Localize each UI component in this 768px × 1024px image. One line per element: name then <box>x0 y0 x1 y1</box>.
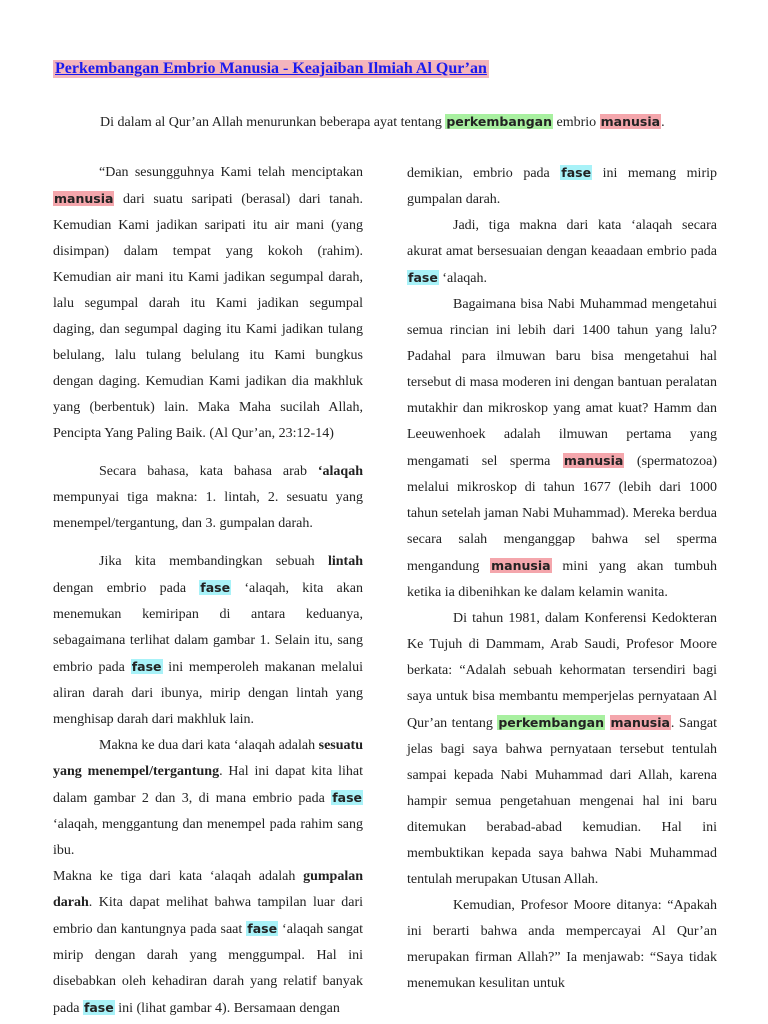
paragraph-makna-ketiga: Makna ke tiga dari kata ‘alaqah adalah gumpalan darah. Kita dapat melihat bahwa tampilan luar dari embrio dan kantungnya pada saat fase ‘alaqah sangat mirip dengan darah yang menggumpal. Hal ini disebabkan oleh kehadiran darah yang relatif banyak pada fase ini (lihat gambar 4). Bersamaan dengan <box>53 869 363 1016</box>
right-column <box>407 160 717 997</box>
keyword-fase: fase <box>200 580 231 595</box>
keyword-perkembangan: perkembangan <box>498 715 604 730</box>
keyword-fase: fase <box>131 659 162 674</box>
keyword-manusia: manusia <box>600 114 661 129</box>
intro-text: . <box>661 115 665 130</box>
document-title[interactable]: Perkembangan Embrio Manusia - Keajaiban Ilmiah Al Qur’an <box>55 60 487 77</box>
bold-alaqah: ‘alaqah <box>317 464 363 479</box>
paragraph-tiga-makna: Jadi, tiga makna dari kata ‘alaqah secara akurat amat bersesuaian dengan keaadaan embrio pada fase ‘alaqah. <box>407 218 717 286</box>
keyword-manusia: manusia <box>54 191 114 206</box>
paragraph-moore-ditanya: Kemudian, Profesor Moore ditanya: “Apakah ini berarti bahwa anda mempercayai Al Qur’an merupakan firman Allah?” Ia menjawab: “Saya tidak menemukan kesulitan untuk <box>407 898 717 991</box>
keyword-fase: fase <box>247 921 278 936</box>
paragraph-bahasa: Secara bahasa, kata bahasa arab ‘alaqah mempunyai tiga makna: 1. lintah, 2. sesuatu yang menempel/tergantung, dan 3. gumpalan darah. <box>53 464 363 531</box>
bold-menempel: sesuatu yang menempel/tergantung <box>53 738 363 779</box>
paragraph-makna-kedua: Makna ke dua dari kata ‘alaqah adalah sesuatu yang menempel/tergantung. Hal ini dapat kita lihat dalam gambar 2 dan 3, di mana embrio pada fase ‘alaqah, menggantung dan menempel pada rahim sang ibu. <box>53 738 364 858</box>
intro-text: Di dalam al Qur’an Allah menurunkan beberapa ayat tentang <box>100 115 446 130</box>
paragraph-quran-verse: “Dan sesungguhnya Kami telah menciptakan manusia dari suatu saripati (berasal) dari tanah. Kemudian Kami jadikan saripati itu air mani (yang disimpan) dalam tempat yang kokoh (rahim). Kemudian air mani itu Kami jadikan segumpal darah, lalu segumpal darah itu Kami jadikan segumpal daging, dan segumpal daging itu Kami jadikan tulang belulang, lalu tulang belulang itu Kami bungkus dengan daging. Kemudian Kami jadikan dia makhluk yang (berbentuk) lain. Maka Maha sucilah Allah, Pencipta Yang Paling Baik. (Al Qur’an, 23:12-14) <box>53 165 363 441</box>
paragraph-profesor-moore: Di tahun 1981, dalam Konferensi Kedokteran Ke Tujuh di Dammam, Arab Saudi, Profesor Moore berkata: “Adalah sebuah kehormatan tersendiri bagi saya untuk bisa membantu memperjelas pernyataan Al Qur’an tentang perkembangan manusia. Sangat jelas bagi saya bahwa pernyataan tersebut tentulah sampai kepada Nabi Muhammad dari Allah, karena hampir semua pengetahuan mengenai hal ini baru ditemukan berabad-abad kemudian. Hal ini membuktikan kepada saya bahwa Nabi Muhammad tentulah merupakan Utusan Allah. <box>407 611 718 887</box>
bold-gumpalan-darah: gumpalan darah <box>53 869 363 910</box>
intro-line <box>100 114 665 131</box>
paragraph-continuation: demikian, embrio pada fase ini memang mirip gumpalan darah. <box>407 165 717 207</box>
keyword-manusia: manusia <box>491 558 551 573</box>
keyword-fase: fase <box>83 1000 114 1015</box>
keyword-fase: fase <box>332 790 362 805</box>
keyword-fase: fase <box>561 165 592 180</box>
bold-lintah: lintah <box>327 554 363 569</box>
intro-text: embrio <box>552 115 600 130</box>
keyword-fase: fase <box>408 270 438 285</box>
left-column <box>53 160 363 1022</box>
keyword-manusia: manusia <box>563 453 624 468</box>
paragraph-lintah: Jika kita membandingkan sebuah lintah dengan embrio pada fase ‘alaqah, kita akan menemukan kemiripan di antara keduanya, sebagaimana terlihat dalam gambar 1. Selain itu, sang embrio pada fase ini memperoleh makanan melalui aliran darah dari ibunya, mirip dengan lintah yang menghisap darah dari makhluk lain. <box>53 554 363 727</box>
paragraph-nabi-muhammad: Bagaimana bisa Nabi Muhammad mengetahui semua rincian ini lebih dari 1400 tahun yang lalu? Padahal para ilmuwan baru bisa mengetahui hal tersebut di masa moderen ini dengan bantuan peralatan mutakhir dan mikroskop yang amat kuat? Hamm dan Leeuwenhoek adalah ilmuwan pertama yang mengamati sel sperma manusia (spermatozoa) melalui mikroskop di tahun 1677 (lebih dari 1000 tahun setelah jaman Nabi Muhammad). Mereka berdua secara salah menganggap bahwa sel sperma mengandung manusia mini yang akan tumbuh ketika ia dibenihkan ke dalam kelamin wanita. <box>407 297 717 600</box>
keyword-manusia: manusia <box>610 715 670 730</box>
keyword-perkembangan: perkembangan <box>446 114 552 129</box>
